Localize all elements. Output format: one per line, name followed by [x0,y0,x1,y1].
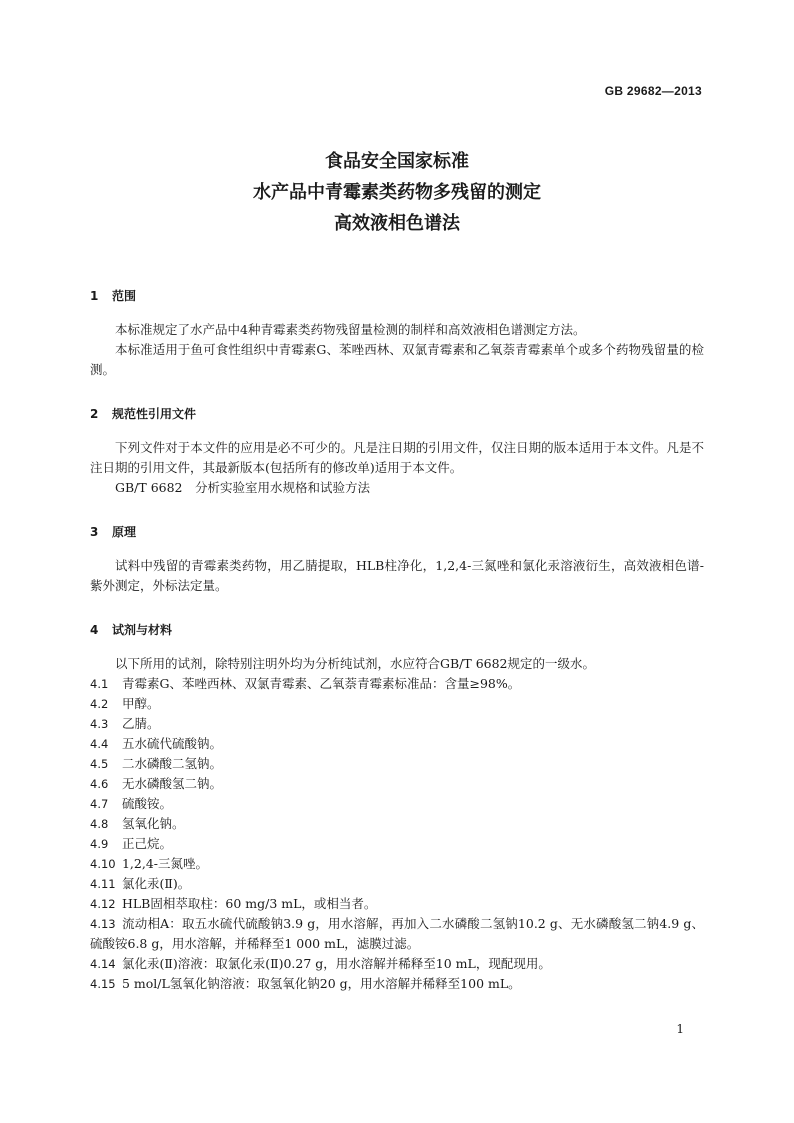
item-text: 流动相A：取五水硫代硫酸钠3.9 g，用水溶解，再加入二水磷酸二氢钠10.2 g、无水磷酸氢二钠4.9 g、硫酸铵6.8 g，用水溶解，并稀释至1 000 mL，滤膜过滤。 [90,916,704,951]
item-text: 五水硫代硫酸钠。 [121,736,222,751]
section-heading-normative-references [90,404,704,424]
paragraph: 试料中残留的青霉素类药物，用乙腈提取，HLB柱净化，1,2,4-三氮唑和氯化汞溶液衍生，高效液相色谱-紫外测定，外标法定量。 [90,558,704,593]
title-block [0,148,794,238]
list-item [90,834,704,854]
item-number: 4.11 [90,877,116,891]
section-number: 3 [90,525,99,539]
item-number: 4.12 [90,897,116,911]
section-title: 试剂与材料 [112,623,173,637]
item-text: 乙腈。 [121,716,160,731]
list-item [90,914,704,954]
item-text: 氯化汞(Ⅱ)。 [121,876,191,891]
paragraph: 以下所用的试剂，除特别注明外均为分析纯试剂，水应符合GB/T 6682规定的一级水。 [115,656,596,671]
item-number: 4.9 [90,837,109,851]
item-number: 4.8 [90,817,109,831]
standard-code: GB 29682—2013 [604,84,702,98]
list-item [90,894,704,914]
list-item [90,734,704,754]
item-text: 二水磷酸二氢钠。 [121,756,222,771]
section-number: 2 [90,407,99,421]
list-item [90,774,704,794]
item-number: 4.4 [90,737,109,751]
section-heading-reagents [90,620,704,640]
section-heading-principle [90,522,704,542]
section-title: 原理 [112,525,137,539]
item-number: 4.13 [90,917,116,931]
item-number: 4.10 [90,857,116,871]
item-text: 氢氧化钠。 [121,816,185,831]
document-subtitle: 高效液相色谱法 [334,213,460,234]
item-number: 4.5 [90,757,109,771]
paragraph: 本标准规定了水产品中4种青霉素类药物残留量检测的制样和高效液相色谱测定方法。 [115,322,586,337]
item-number: 4.14 [90,957,116,971]
document-body [90,286,704,994]
paragraph: 下列文件对于本文件的应用是必不可少的。凡是注日期的引用文件，仅注日期的版本适用于本文件。凡是不注日期的引用文件，其最新版本(包括所有的修改单)适用于本文件。 [90,440,704,475]
section-number: 4 [90,623,99,637]
item-number: 4.6 [90,777,109,791]
reference-entry: GB/T 6682 分析实验室用水规格和试验方法 [115,480,371,495]
item-text: 无水磷酸氢二钠。 [121,776,222,791]
item-text: 青霉素G、苯唑西林、双氯青霉素、乙氧萘青霉素标准品：含量≥98%。 [121,676,521,691]
item-text: 5 mol/L氢氧化钠溶液：取氢氧化钠20 g，用水溶解并稀释至100 mL。 [121,976,521,991]
section-heading-scope [90,286,704,306]
section-title: 范围 [112,289,137,303]
item-number: 4.7 [90,797,109,811]
list-item [90,754,704,774]
reagent-list [90,674,704,994]
list-item [90,874,704,894]
item-number: 4.1 [90,677,109,691]
main-title: 食品安全国家标准 [325,151,469,172]
item-text: 正己烷。 [121,836,172,851]
item-text: 硫酸铵。 [121,796,172,811]
section-number: 1 [90,289,99,303]
document-title: 水产品中青霉素类药物多残留的测定 [253,182,541,203]
item-text: HLB固相萃取柱：60 mg/3 mL，或相当者。 [121,896,377,911]
list-item [90,714,704,734]
item-text: 氯化汞(Ⅱ)溶液：取氯化汞(Ⅱ)0.27 g，用水溶解并稀释至10 mL，现配现用。 [121,956,551,971]
item-text: 甲醇。 [121,696,160,711]
list-item [90,954,704,974]
item-text: 1,2,4-三氮唑。 [121,856,209,871]
list-item [90,974,704,994]
list-item [90,814,704,834]
item-number: 4.3 [90,717,109,731]
list-item [90,854,704,874]
section-title: 规范性引用文件 [112,407,197,421]
list-item [90,694,704,714]
list-item [90,674,704,694]
page-number: 1 [676,1022,684,1036]
item-number: 4.2 [90,697,109,711]
paragraph: 本标准适用于鱼可食性组织中青霉素G、苯唑西林、双氯青霉素和乙氧萘青霉素单个或多个药物残留量的检测。 [90,342,704,377]
list-item [90,794,704,814]
item-number: 4.15 [90,977,116,991]
